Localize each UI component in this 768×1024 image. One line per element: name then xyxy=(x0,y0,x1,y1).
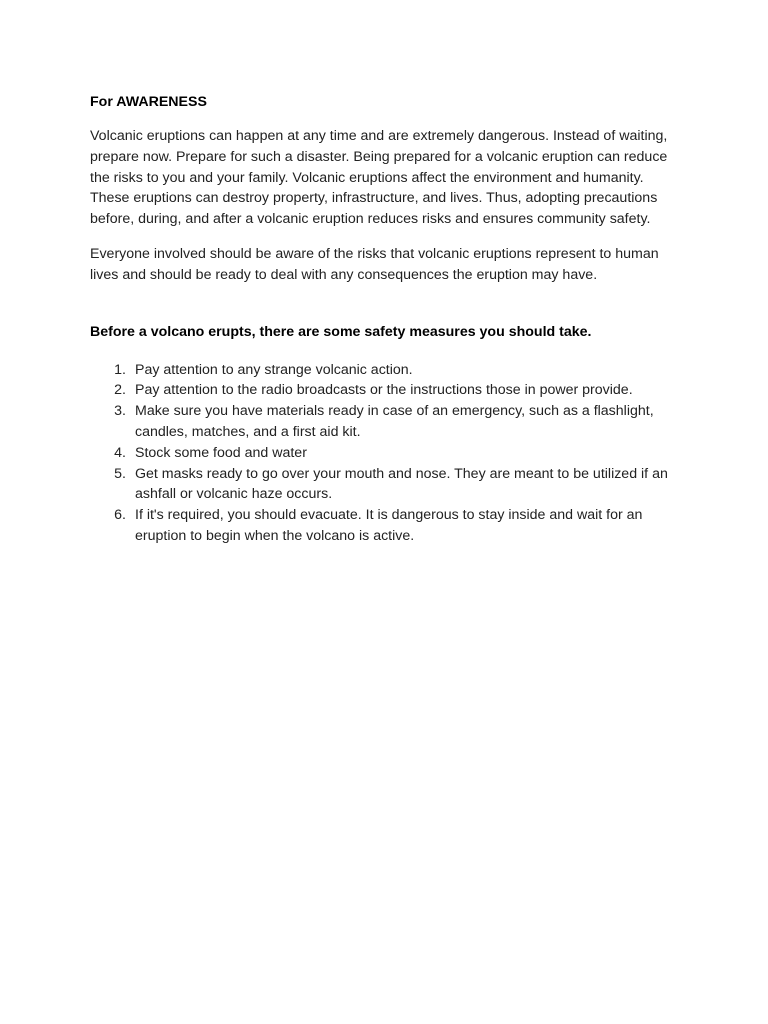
list-item xyxy=(90,443,680,464)
list-item-text: If it's required, you should evacuate. It is dangerous to stay inside and wait for an eruption to begin when the volcano is active. xyxy=(135,507,643,544)
list-item xyxy=(90,505,680,547)
list-item-number: 5. xyxy=(114,465,126,482)
list-item xyxy=(90,464,680,506)
list-item xyxy=(90,401,680,443)
intro-paragraph: Volcanic eruptions can happen at any time and are extremely dangerous. Instead of waiting, prepare now. Prepare for such a disaster. Being prepared for a volcanic eruption can reduce the risks to you and your family. Volcanic eruptions affect the environment and humanity. These eruptions can destroy property, infrastructure, and lives. Thus, adopting precautions before, during, and after a volcanic eruption reduces risks and ensures community safety. xyxy=(90,128,668,228)
list-item-text: Stock some food and water xyxy=(135,444,307,461)
awareness-paragraph: Everyone involved should be aware of the risks that volcanic eruptions represent to human lives and should be ready to deal with any consequences the eruption may have. xyxy=(90,245,659,283)
list-item-number: 1. xyxy=(114,361,126,378)
safety-steps-list xyxy=(90,360,680,547)
list-item-text: Get masks ready to go over your mouth and nose. They are meant to be utilized if an ashfall or volcanic haze occurs. xyxy=(135,465,668,503)
list-item xyxy=(90,360,680,381)
list-item xyxy=(90,380,680,401)
list-item-number: 4. xyxy=(114,444,126,461)
list-item-text: Make sure you have materials ready in case of an emergency, such as a flashlight, candles, matches, and a first aid kit. xyxy=(135,403,654,440)
list-item-number: 6. xyxy=(114,507,126,524)
document-heading: For AWARENESS xyxy=(90,94,207,110)
section-subheading: Before a volcano erupts, there are some safety measures you should take. xyxy=(90,323,592,340)
list-item-text: Pay attention to the radio broadcasts or the instructions those in power provide. xyxy=(135,382,633,399)
list-item-text: Pay attention to any strange volcanic action. xyxy=(135,361,413,378)
list-item-number: 3. xyxy=(114,403,126,420)
list-item-number: 2. xyxy=(114,382,126,399)
document-page xyxy=(90,92,680,547)
